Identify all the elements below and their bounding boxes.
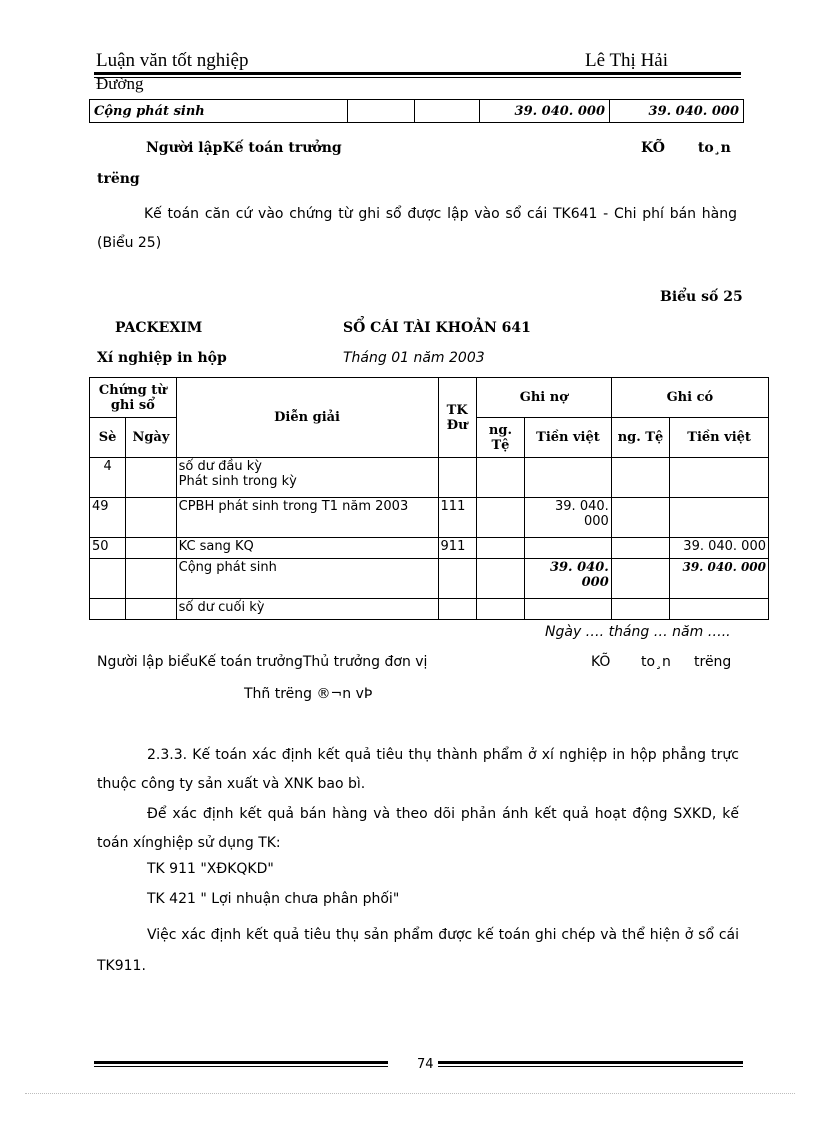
continued-ledger-row [89,99,744,123]
row-account [438,458,476,498]
paragraph-5: Việc xác định kết quả tiêu thụ sản phẩm được kế toán ghi chép và thể hiện ở sổ cái TK911. [97,927,739,974]
header-continuation: Đường [96,74,144,93]
signature-line-top: Người lậpKế toán trưởng [146,140,342,156]
signature-right-top: KÕ to¸n [641,140,731,156]
signature-second-line: Thñ trëng ®¬n vÞ [244,686,373,702]
row-debit-foreign [476,498,524,538]
row-account: 111 [438,498,476,538]
row-debit-foreign [476,458,524,498]
total-debit: 39. 040. 000 [480,100,610,123]
paragraph-4: TK 421 " Lợi nhuận chưa phân phối" [147,891,400,907]
table-row [90,498,769,538]
row-debit-vnd: 39. 040. 000 [525,559,612,599]
header-rule-thin [94,77,741,78]
row-description: Cộng phát sinh [176,559,438,599]
period: Tháng 01 năm 2003 [343,350,485,366]
header-rule-thick [94,72,741,75]
row-debit-foreign [476,559,524,599]
row-debit-foreign [476,599,524,620]
header-credit-foreign: ng. Tệ [611,418,669,458]
row-account [438,599,476,620]
company-name: PACKEXIM [115,320,203,336]
row-credit-vnd [670,498,769,538]
ledger-table [89,377,769,620]
header-voucher: Chứng từ ghi sổ [90,378,177,418]
form-number: Biểu số 25 [660,289,743,305]
row-description: KC sang KQ [176,538,438,559]
row-description: số dư cuối kỳ [176,599,438,620]
header-debit-vnd: Tiền việt [525,418,612,458]
empty-cell [415,100,480,123]
row-credit-foreign [611,559,669,599]
signature-tail-top: trëng [97,171,140,187]
row-account [438,559,476,599]
row-description [176,458,438,498]
table-row [90,599,769,620]
header-debit: Ghi nợ [476,378,611,418]
header-number: Sè [90,418,126,458]
row-date [126,559,176,599]
row-credit-foreign [611,458,669,498]
row-credit-foreign [611,599,669,620]
total-credit: 39. 040. 000 [610,100,744,123]
paragraph-2: Để xác định kết quả bán hàng và theo dõi phản ánh kết quả hoạt động SXKD, kế toán xínghiệp sử dụng TK: [97,806,739,851]
header-account: TK Đư [438,378,476,458]
row-account: 911 [438,538,476,559]
empty-cell [348,100,415,123]
row-credit-foreign [611,498,669,538]
row-debit-vnd [525,599,612,620]
intro-paragraph: Kế toán căn cứ vào chứng từ ghi sổ được lập vào sổ cái TK641 - Chi phí bán hàng (Biểu 25) [97,206,737,251]
row-credit-vnd: 39. 040. 000 [670,538,769,559]
row-description-line1: số dư đầu kỳ [178,459,262,474]
row-date [126,458,176,498]
row-description-line2: Phát sinh trong kỳ [178,474,297,489]
row-date [126,498,176,538]
row-date [126,599,176,620]
page-bottom-dotted-border [25,1093,795,1094]
footer-rule-left-thin [94,1066,388,1067]
total-label: Cộng phát sinh [90,100,348,123]
row-credit-vnd: 39. 040. 000 [670,559,769,599]
page-number: 74 [417,1057,434,1072]
header-credit-vnd: Tiền việt [670,418,769,458]
row-credit-foreign [611,538,669,559]
header-debit-foreign: ng. Tệ [476,418,524,458]
row-debit-vnd [525,458,612,498]
row-description: CPBH phát sinh trong T1 năm 2003 [176,498,438,538]
header-credit: Ghi có [611,378,768,418]
header-description: Diễn giải [176,378,438,458]
row-number: 50 [90,538,126,559]
row-debit-foreign [476,538,524,559]
row-number: 49 [90,498,126,538]
row-date [126,538,176,559]
row-number [90,599,126,620]
signature-right-2: to¸n [641,654,671,670]
footer-rule-left-thick [94,1061,388,1064]
paragraph-3: TK 911 "XĐKQKD" [147,861,274,877]
header-title-left: Luận văn tốt nghiệp [96,50,249,71]
row-number [90,559,126,599]
table-row [90,538,769,559]
row-debit-vnd: 39. 040. 000 [525,498,612,538]
row-credit-vnd [670,599,769,620]
unit-name: Xí nghiệp in hộp [97,350,227,366]
signature-right-1: KÕ [591,654,611,670]
ledger-title: SỔ CÁI TÀI KHOẢN 641 [343,320,531,336]
row-debit-vnd [525,538,612,559]
table-row [90,458,769,498]
footer-rule-right-thick [438,1061,743,1064]
header-title-right: Lê Thị Hải [585,50,669,71]
signature-right-3: trëng [694,654,732,670]
header-date: Ngày [126,418,176,458]
footer-rule-right-thin [438,1066,743,1067]
row-number: 4 [90,458,126,498]
paragraph-1: 2.3.3. Kế toán xác định kết quả tiêu thụ thành phẩm ở xí nghiệp in hộp phẳng trực thuộc công ty sản xuất và XNK bao bì. [97,747,739,792]
date-line: Ngày …. tháng … năm ….. [545,624,731,640]
signature-line-bottom: Người lập biểuKế toán trưởngThủ trưởng đơn vị [97,654,428,670]
table-row [90,559,769,599]
row-credit-vnd [670,458,769,498]
